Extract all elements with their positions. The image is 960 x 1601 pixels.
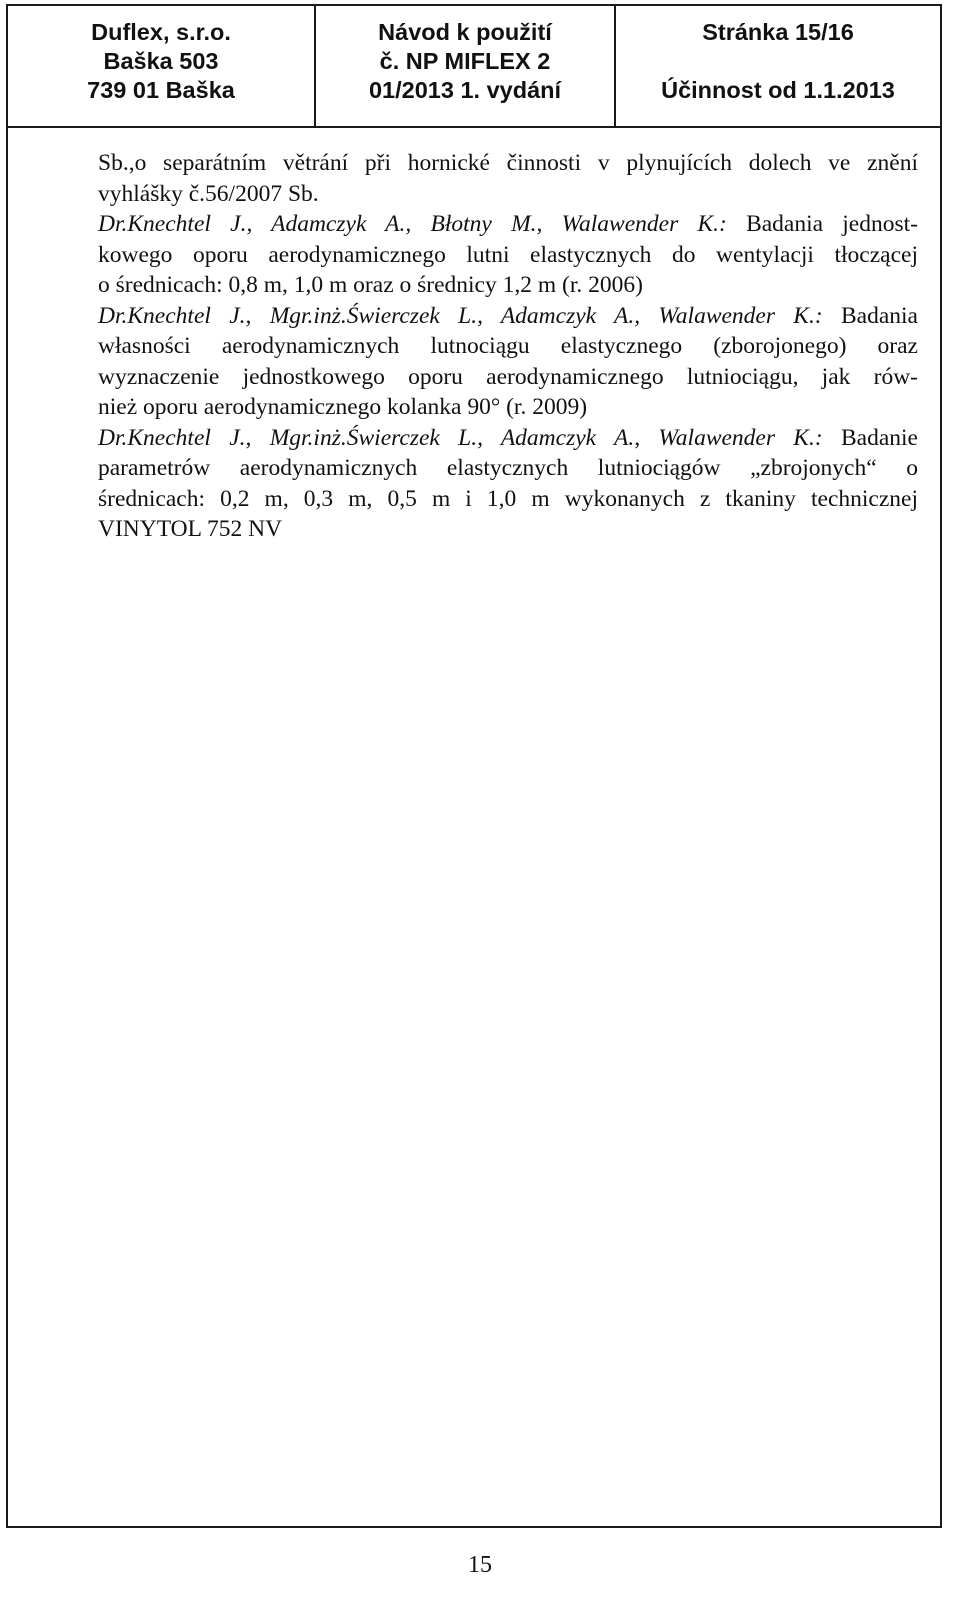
paragraph-regulation <box>98 148 918 209</box>
reference-title-start: Badania <box>822 302 918 329</box>
reference-title-start: Badanie <box>822 424 918 451</box>
text-line: kowego oporu aerodynamicznego lutni elastycznych do wentylacji tłoczącej <box>98 241 918 268</box>
page-number: 15 <box>468 1552 492 1578</box>
reference-item <box>98 209 918 301</box>
document-title: Návod k použití <box>378 19 552 45</box>
text-line: parametrów aerodynamicznych elastycznych lutniociągów „zbrojonych“ o <box>98 455 918 481</box>
text-line: średnicach: 0,2 m, 0,3 m, 0,5 m i 1,0 m wykonanych z tkaniny technicznej <box>98 485 918 512</box>
document-number: č. NP MIFLEX 2 <box>379 48 551 74</box>
company-name: Duflex, s.r.o. <box>91 19 231 45</box>
header-page-cell <box>616 6 940 126</box>
document-body <box>8 128 918 545</box>
text-line: wyznaczenie jednostkowego oporu aerodynamicznego lutniociągu, jak rów- <box>98 363 918 390</box>
reference-first-line <box>98 209 918 240</box>
document-edition: 01/2013 1. vydání <box>368 77 562 103</box>
text-line: VINYTOL 752 NV <box>98 516 283 542</box>
reference-first-line <box>98 301 918 332</box>
text-line: własności aerodynamicznych lutnociągu elastycznego (zborojonego) oraz <box>98 333 918 359</box>
reference-authors: Dr.Knechtel J., Mgr.inż.Świerczek L., Adamczyk A., Walawender K.: <box>98 424 823 451</box>
text-line: nież oporu aerodynamicznego kolanka 90° (r. 2009) <box>98 394 588 420</box>
reference-authors: Dr.Knechtel J., Mgr.inż.Świerczek L., Adamczyk A., Walawender K.: <box>98 302 823 329</box>
text-line: vyhlášky č.56/2007 Sb. <box>98 180 319 207</box>
reference-item <box>98 423 918 545</box>
reference-title-start: Badania jednost- <box>726 211 918 237</box>
effective-date: Účinnost od 1.1.2013 <box>661 77 895 103</box>
reference-authors: Dr.Knechtel J., Adamczyk A., Błotny M., Walawender K.: <box>98 211 727 237</box>
page-frame <box>6 4 942 1528</box>
reference-first-line <box>98 423 918 454</box>
company-address: Baška 503 <box>103 48 219 74</box>
document-header <box>8 6 940 128</box>
text-line: o średnicach: 0,8 m, 1,0 m oraz o średnicy 1,2 m (r. 2006) <box>98 272 643 298</box>
company-city: 739 01 Baška <box>87 77 235 103</box>
header-company-cell <box>8 6 316 126</box>
page-info: Stránka 15/16 <box>702 19 854 45</box>
reference-item <box>98 301 918 423</box>
text-line: Sb.,o separátním větrání při hornické činnosti v plynujících dolech ve znění <box>98 150 918 176</box>
header-document-cell <box>316 6 616 126</box>
